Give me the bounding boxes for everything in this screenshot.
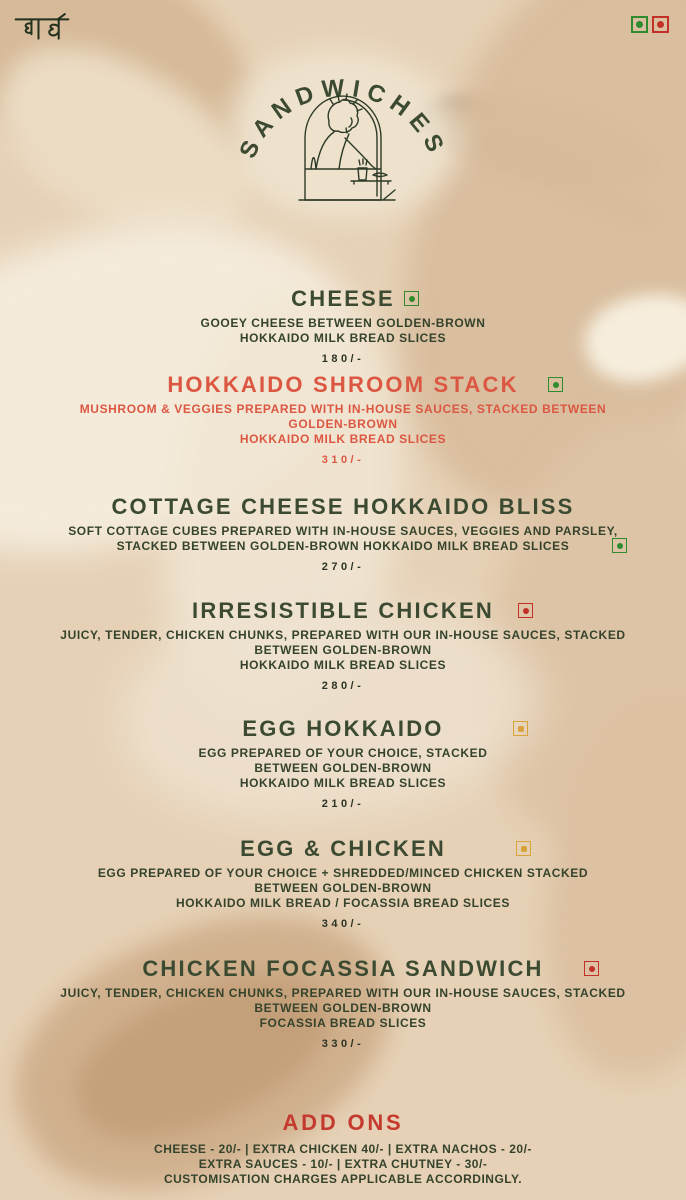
item-desc-line: JUICY, TENDER, CHICKEN CHUNKS, PREPARED WITH OUR IN-HOUSE SAUCES, STACKED xyxy=(60,628,626,642)
addons-section xyxy=(0,1110,686,1187)
veg-icon xyxy=(548,377,563,392)
item-title: HOKKAIDO SHROOM STACK xyxy=(167,372,519,397)
item-desc-line: HOKKAIDO MILK BREAD SLICES xyxy=(239,776,447,790)
item-price: 280/- xyxy=(321,680,365,692)
item-desc-line: EGG PREPARED OF YOUR CHOICE + SHREDDED/MINCED CHICKEN STACKED xyxy=(97,866,589,880)
item-price: 340/- xyxy=(321,918,365,930)
item-title: CHEESE xyxy=(291,286,395,311)
item-desc-line: STACKED BETWEEN GOLDEN-BROWN HOKKAIDO MILK BREAD SLICES xyxy=(116,539,570,553)
veg-icon xyxy=(404,291,419,306)
item-price: 330/- xyxy=(321,1038,365,1050)
item-desc-line: HOKKAIDO MILK BREAD SLICES xyxy=(239,658,447,672)
item-desc-line: GOLDEN-BROWN xyxy=(288,417,398,431)
addons-line: CUSTOMISATION CHARGES APPLICABLE ACCORDINGLY. xyxy=(163,1172,523,1186)
item-desc-line: BETWEEN GOLDEN-BROWN xyxy=(254,881,432,895)
item-title: COTTAGE CHEESE HOKKAIDO BLISS xyxy=(111,494,575,519)
item-desc-line: HOKKAIDO MILK BREAD SLICES xyxy=(239,331,447,345)
item-desc-line: BETWEEN GOLDEN-BROWN xyxy=(254,761,432,775)
menu-item-irresistible-chicken xyxy=(0,598,686,692)
item-title: IRRESISTIBLE CHICKEN xyxy=(192,598,494,623)
item-desc-line: FOCASSIA BREAD SLICES xyxy=(259,1016,427,1030)
addons-line: CHEESE - 20/- | EXTRA CHICKEN 40/- | EXTRA NACHOS - 20/- xyxy=(154,1142,532,1156)
veg-icon xyxy=(612,538,627,553)
item-desc-line: JUICY, TENDER, CHICKEN CHUNKS, PREPARED WITH OUR IN-HOUSE SAUCES, STACKED xyxy=(60,986,626,1000)
veg-icon xyxy=(631,16,648,33)
menu-item-chicken-focassia-sandwich xyxy=(0,956,686,1050)
logo-arc-text: SANDWICHES xyxy=(234,74,452,163)
menu-item-cheese xyxy=(0,286,686,365)
menu-item-cottage-cheese-hokkaido-bliss xyxy=(0,494,686,573)
item-desc-line: BETWEEN GOLDEN-BROWN xyxy=(254,643,432,657)
item-desc-line: HOKKAIDO MILK BREAD SLICES xyxy=(239,432,447,446)
egg-icon xyxy=(516,841,531,856)
item-price: 270/- xyxy=(321,561,365,573)
diet-legend xyxy=(631,16,669,33)
item-price: 310/- xyxy=(321,454,365,466)
nonveg-icon xyxy=(652,16,669,33)
item-desc-line: BETWEEN GOLDEN-BROWN xyxy=(254,1001,432,1015)
menu-item-hokkaido-shroom-stack xyxy=(0,372,686,466)
menu-item-egg-hokkaido xyxy=(0,716,686,810)
item-price: 180/- xyxy=(321,353,365,365)
nonveg-icon xyxy=(584,961,599,976)
item-title: EGG & CHICKEN xyxy=(240,836,446,861)
menu-item-egg-and-chicken xyxy=(0,836,686,930)
addons-line: EXTRA SAUCES - 10/- | EXTRA CHUTNEY - 30/- xyxy=(198,1157,488,1171)
addons-title: ADD ONS xyxy=(282,1110,404,1135)
item-desc-line: EGG PREPARED OF YOUR CHOICE, STACKED xyxy=(198,746,488,760)
item-desc-line: HOKKAIDO MILK BREAD / FOCASSIA BREAD SLICES xyxy=(175,896,511,910)
item-desc-line: SOFT COTTAGE CUBES PREPARED WITH IN-HOUSE SAUCES, VEGGIES AND PARSLEY, xyxy=(68,524,618,538)
item-title: EGG HOKKAIDO xyxy=(242,716,444,741)
item-desc-line: MUSHROOM & VEGGIES PREPARED WITH IN-HOUSE SAUCES, STACKED BETWEEN xyxy=(79,402,607,416)
item-desc-line: GOOEY CHEESE BETWEEN GOLDEN-BROWN xyxy=(200,316,486,330)
egg-icon xyxy=(513,721,528,736)
item-price: 210/- xyxy=(321,798,365,810)
sandwiches-logo xyxy=(233,38,453,216)
item-title: CHICKEN FOCASSIA SANDWICH xyxy=(142,956,544,981)
nonveg-icon xyxy=(518,603,533,618)
brand-logo-tame xyxy=(13,12,71,51)
